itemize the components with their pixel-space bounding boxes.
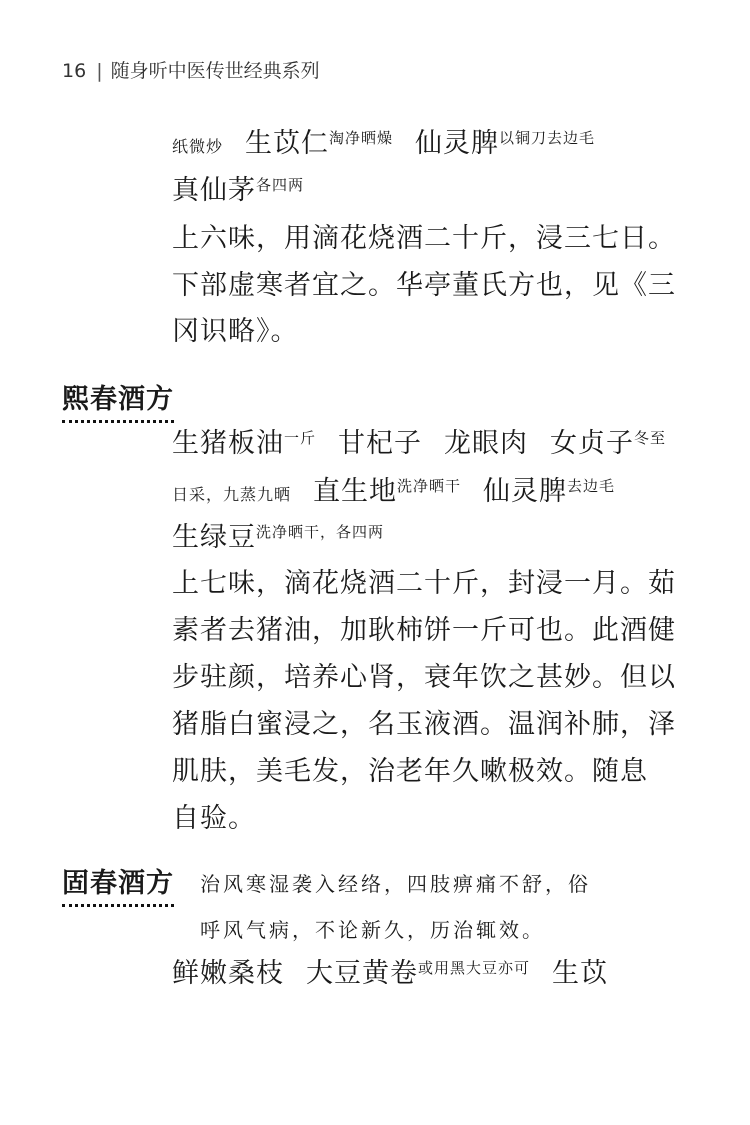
ingredient-name: 仙灵脾 — [483, 476, 568, 507]
ingredient-note: 冬至 — [634, 429, 667, 447]
ingredient-name: 鲜嫩桑枝 — [172, 958, 284, 989]
ingredient-name: 生苡仁 — [245, 128, 330, 159]
ingredient-name: 大豆黄卷 — [306, 958, 418, 989]
body-text-line: 下部虚寒者宜之。华亭董氏方也，见《三 — [172, 270, 676, 301]
ingredient-note: 纸微炒 — [172, 137, 224, 156]
ingredient-line — [172, 518, 384, 558]
ingredient-line — [172, 124, 595, 167]
ingredient-name: 生苡 — [552, 958, 609, 989]
ingredient-note: 洗净晒干，各四两 — [256, 523, 385, 541]
ingredient-note: 日采，九蒸九晒 — [172, 485, 292, 504]
ingredient-note: 去边毛 — [567, 477, 616, 495]
ingredient-note: 洗净晒干 — [397, 477, 462, 495]
body-text-line: 肌肤，美毛发，治老年久嗽极效。随息 — [172, 756, 648, 787]
body-text-line: 上七味，滴花烧酒二十斤，封浸一月。茹 — [172, 568, 676, 599]
ingredient-name: 龙眼肉 — [444, 428, 529, 459]
ingredient-note: 淘净晒燥 — [329, 129, 394, 147]
ingredient-note: 一斤 — [284, 429, 317, 447]
ingredient-name: 仙灵脾 — [415, 128, 500, 159]
ingredient-name: 生绿豆 — [172, 522, 256, 553]
ingredient-line — [172, 424, 666, 464]
body-text-line: 自验。 — [172, 803, 256, 834]
header-separator: | — [96, 60, 103, 82]
ingredient-note: 以铜刀去边毛 — [499, 129, 596, 147]
recipe-title: 熙春酒方 — [62, 380, 174, 423]
ingredient-name: 女贞子 — [550, 428, 635, 459]
body-text-line: 猪脂白蜜浸之，名玉液酒。温润补肺，泽 — [172, 709, 676, 740]
recipe-description-line: 治风寒湿袭入经络，四肢痹痛不舒，俗 — [200, 872, 591, 896]
ingredient-name: 甘杞子 — [338, 428, 423, 459]
body-text-line: 素者去猪油，加耿柿饼一斤可也。此酒健 — [172, 615, 676, 646]
running-header — [62, 56, 320, 83]
recipe-title: 固春酒方 — [62, 864, 174, 907]
body-text-line: 冈识略》。 — [172, 316, 299, 347]
recipe-description-line: 呼风气病，不论新久，历治辄效。 — [200, 918, 545, 942]
ingredient-name: 生猪板油 — [172, 428, 284, 459]
ingredient-name: 直生地 — [313, 476, 398, 507]
ingredient-line — [172, 954, 608, 994]
ingredient-name: 真仙茅 — [172, 175, 256, 206]
ingredient-note: 各四两 — [256, 176, 305, 194]
series-title: 随身听中医传世经典系列 — [110, 60, 320, 82]
body-text-line: 上六味，用滴花烧酒二十斤，浸三七日。 — [172, 223, 676, 254]
ingredient-line — [172, 171, 304, 211]
ingredient-line — [172, 472, 615, 515]
body-text-line: 步驻颜，培养心肾，衰年饮之甚妙。但以 — [172, 662, 676, 693]
page-number: 16 — [62, 60, 87, 82]
ingredient-note: 或用黑大豆亦可 — [418, 959, 531, 977]
